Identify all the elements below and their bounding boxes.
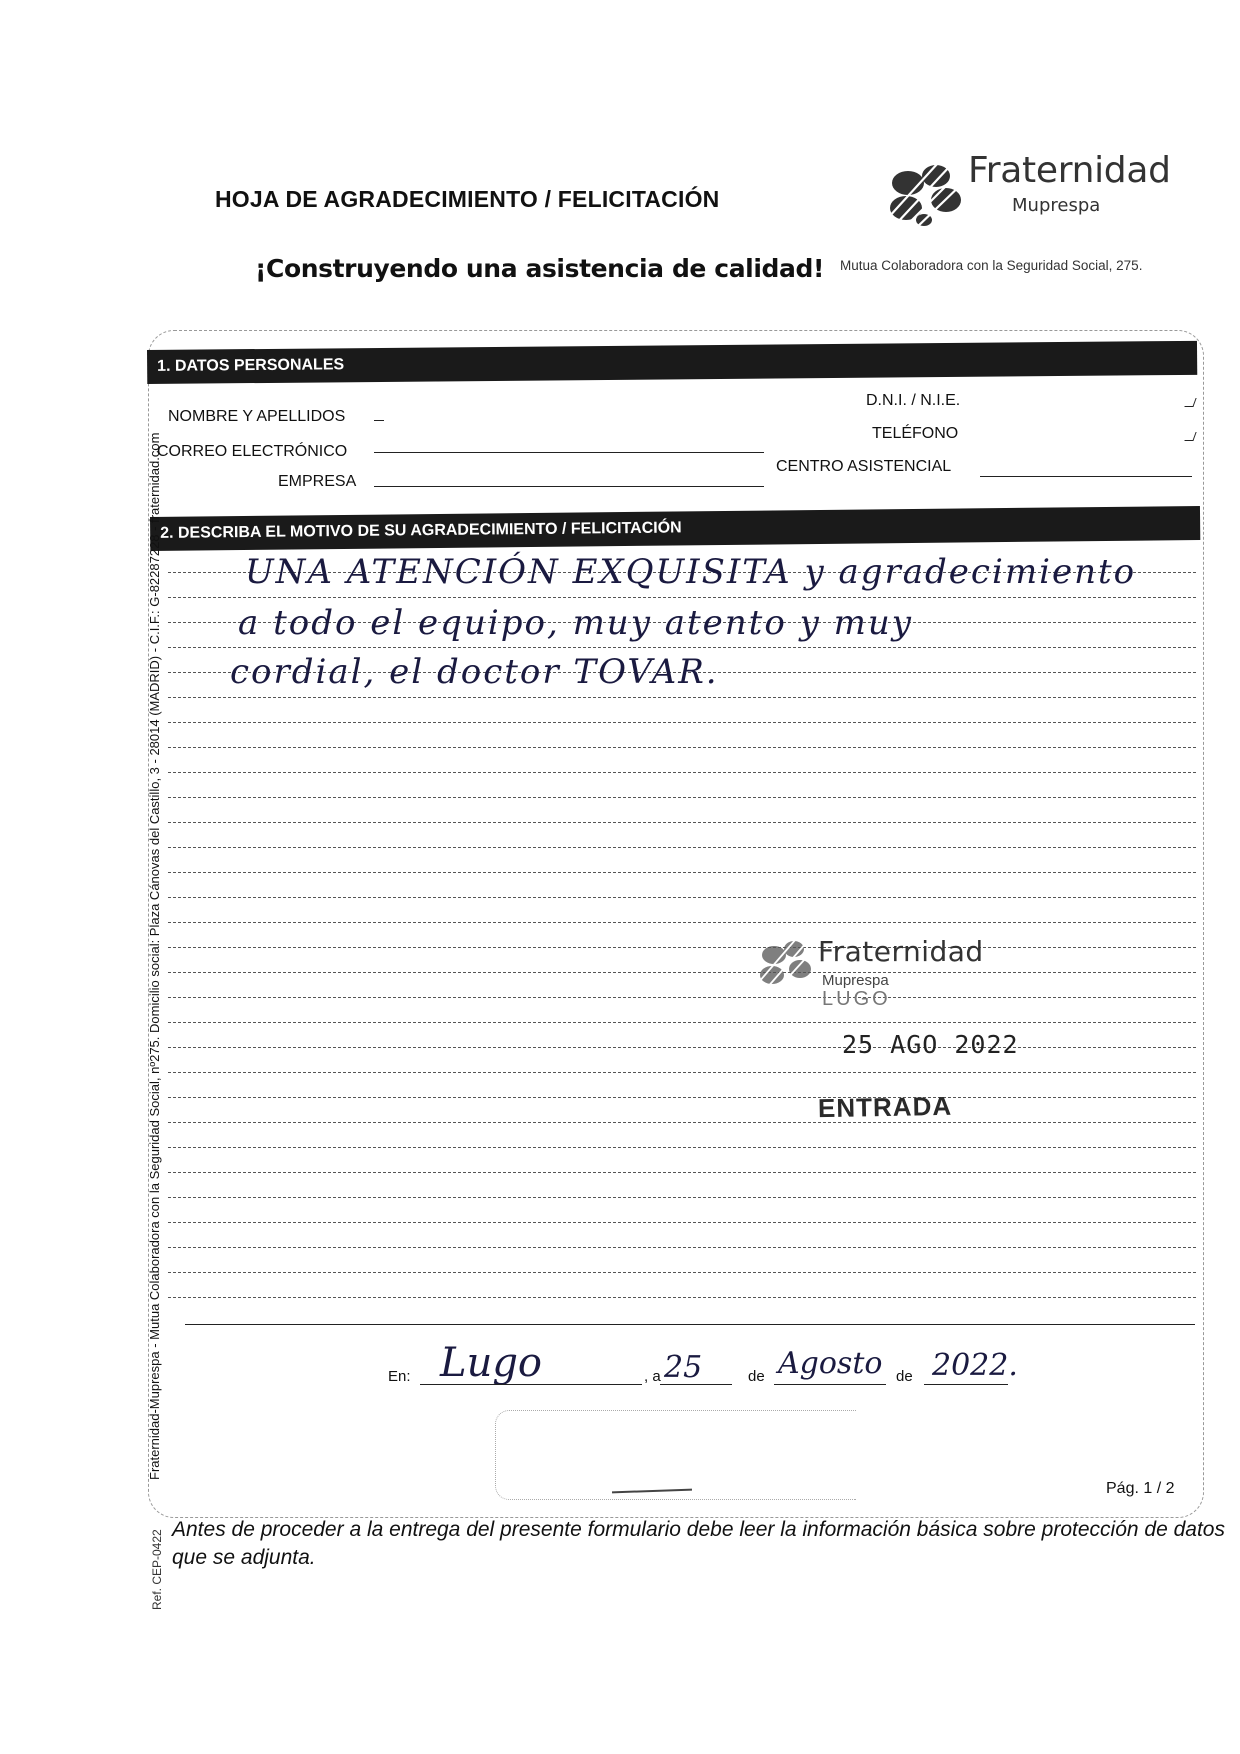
ruled-line [168, 922, 1196, 923]
ruled-line [168, 1072, 1196, 1073]
form-title: HOJA DE AGRADECIMIENTO / FELICITACIÓN [215, 186, 720, 212]
ruled-line [168, 1197, 1196, 1198]
ruled-line [168, 897, 1196, 898]
ruled-line [168, 697, 1196, 698]
nombre-field[interactable] [374, 420, 384, 421]
ruled-line [168, 1247, 1196, 1248]
dni-label: D.N.I. / N.I.E. [866, 392, 961, 409]
signature-box[interactable] [495, 1410, 856, 1500]
centro-field[interactable] [980, 476, 1192, 477]
mutua-caption: Mutua Colaboradora con la Seguridad Social, 275. [840, 258, 1143, 273]
logo-subtitle: Muprespa [1012, 195, 1101, 216]
ruled-line [168, 997, 1196, 998]
logo-name: Fraternidad [968, 150, 1171, 191]
ruled-line [168, 772, 1196, 773]
en-label: En: [388, 1368, 411, 1385]
handwritten-line-1: UNA ATENCIÓN EXQUISITA y agradecimiento [245, 552, 1137, 592]
empresa-label: EMPRESA [278, 473, 357, 490]
ruled-line [168, 822, 1196, 823]
handwritten-line-3: cordial, el doctor TOVAR. [230, 652, 719, 692]
stamp-entry: ENTRADA [817, 1090, 953, 1124]
fraternidad-logo-icon [878, 158, 968, 228]
year-value[interactable]: 2022. [932, 1348, 1018, 1383]
side-reference: Ref. CEP-0422 [150, 1529, 164, 1610]
stamp-name: Fraternidad [818, 935, 984, 968]
ruled-line [168, 1222, 1196, 1223]
ruled-line [168, 1272, 1196, 1273]
telefono-label: TELÉFONO [872, 425, 959, 442]
nombre-label: NOMBRE Y APELLIDOS [168, 408, 346, 425]
place-value[interactable]: Lugo [440, 1340, 543, 1386]
side-legal-text: Fraternidad-Muprespa - Mutua Colaboradora con la Seguridad Social, nº275. Domicilio social: Plaza Cánovas del Castillo, 3 - 28014 (MADRID) - C.I.F.: G-82287228 - fraternidad.com [147, 432, 162, 1480]
year-field [924, 1384, 1008, 1385]
stamp-city: LUGO [822, 988, 891, 1010]
ruled-line [168, 1097, 1196, 1098]
correo-label: CORREO ELECTRÓNICO [157, 443, 348, 460]
stamp-subtitle: Muprespa [822, 972, 889, 989]
a-label: , a [644, 1368, 661, 1385]
ruled-line [168, 1047, 1196, 1048]
de-label-2: de [896, 1368, 913, 1385]
handwritten-line-2: a todo el equipo, muy atento y muy [238, 603, 913, 643]
month-value[interactable]: Agosto [778, 1346, 883, 1381]
ruled-line [168, 597, 1196, 598]
ruled-line [168, 847, 1196, 848]
ruled-line [168, 722, 1196, 723]
ruled-line [168, 872, 1196, 873]
ruled-line [168, 797, 1196, 798]
ruled-line [168, 1022, 1196, 1023]
section1-header: 1. DATOS PERSONALES [147, 341, 1197, 384]
ruled-line [168, 747, 1196, 748]
stamp-date: 25 AGO 2022 [842, 1030, 1019, 1059]
ruled-line [168, 1147, 1196, 1148]
ruled-line [168, 947, 1196, 948]
page-number: Pág. 1 / 2 [1106, 1480, 1175, 1497]
ruled-line [168, 1172, 1196, 1173]
day-value[interactable]: 25 [664, 1350, 703, 1385]
section2-bottom-line [185, 1324, 1195, 1325]
empresa-field[interactable] [374, 486, 764, 487]
day-field [660, 1384, 732, 1385]
ruled-line [168, 647, 1196, 648]
place-field [420, 1384, 642, 1385]
section2-header: 2. DESCRIBA EL MOTIVO DE SU AGRADECIMIENTO / FELICITACIÓN [150, 506, 1200, 551]
month-field [774, 1384, 886, 1385]
stamp-logo-icon [752, 935, 816, 993]
ruled-line [168, 972, 1196, 973]
form-subtitle: ¡Construyendo una asistencia de calidad! [255, 254, 824, 283]
correo-field[interactable] [374, 452, 764, 453]
ruled-line [168, 1297, 1196, 1298]
ruled-line [168, 1122, 1196, 1123]
data-protection-notice: Antes de proceder a la entrega del presente formulario debe leer la información básica sobre protección de datos que se adjunta. [172, 1518, 1225, 1569]
centro-label: CENTRO ASISTENCIAL [776, 458, 952, 475]
de-label-1: de [748, 1368, 765, 1385]
